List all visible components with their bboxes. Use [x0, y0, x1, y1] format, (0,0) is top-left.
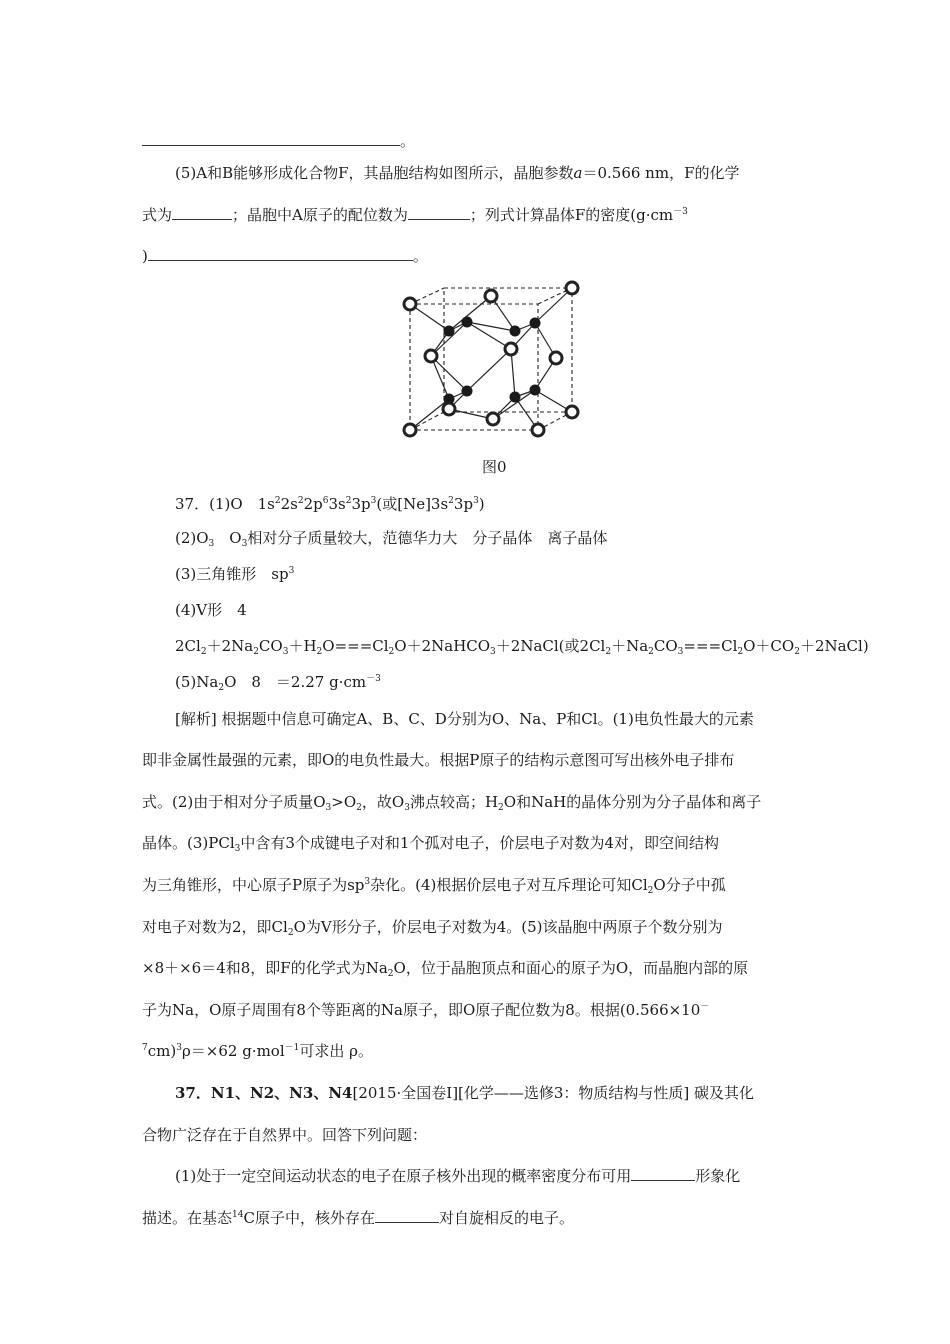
question-5-line-3: ) 。: [142, 247, 428, 265]
answer-2: $(2)O_3$ $O_3$相对分子质量较大，范德华力大 分子晶体 离子晶体: [175, 529, 608, 549]
explanation-line-1: [解析] 根据题中信息可确定A、B、C、D分别为O、Na、P和Cl。(1)电负性最大的元素: [175, 710, 754, 728]
explanation-line-8: 子为Na，O原子周围有8个等距离的Na原子，即O原子配位数为8。根据(0.566×10－: [142, 1001, 710, 1019]
answer-4: (4)V形 4: [175, 601, 247, 619]
explanation-line-6: 对电子对数为2，即$Cl_2O$为V形分子，价层电子对数为4。(5)该晶胞中两原子个数分别为: [142, 918, 723, 938]
answer-blank: [142, 131, 400, 146]
crystal-cell-figure: [398, 276, 588, 441]
answer-line-top: 。: [142, 131, 822, 151]
question-37-line-2: 合物广泛存在于自然界中。回答下列问题：: [142, 1126, 428, 1144]
figure-caption: 图0: [482, 458, 507, 476]
answer-equation: $2Cl_2+2Na_2CO_3+H_2O===Cl_2O+2NaHCO_3+2NaCl$(或$2Cl_2+Na_2CO_3===Cl_2O+CO_2+2NaCl$): [175, 637, 869, 657]
question-37-part-1-cont: 描述。在基态$^{14}$C原子中，核外存在 对自旋相反的电子。: [142, 1209, 574, 1227]
question-5-line-1: (5)A和B能够形成化合物F，其晶胞结构如图所示，晶胞参数a＝0.566 nm，F的化学: [175, 164, 740, 182]
answer-5: $(5)Na_2O$ 8 ＝2.27 $g\cdot cm^{-3}$: [175, 673, 381, 693]
explanation-line-7: ×8＋×6＝4和8，即F的化学式为$Na_2O$，位于晶胞顶点和面心的原子为O，而晶胞内部的原: [142, 959, 749, 979]
explanation-line-4: 晶体。(3)PCl$_3$中含有3个成键电子对和1个孤对电子，价层电子对数为4对，即空间结构: [142, 834, 719, 854]
question-37-part-1: (1)处于一定空间运动状态的电子在原子核外出现的概率密度分布可用 形象化: [175, 1167, 741, 1185]
question-5-line-2: 式为 ；晶胞中A原子的配位数为 ；列式计算晶体F的密度($g\cdot cm^{-3}$: [142, 206, 688, 224]
explanation-line-9: $^7$cm)$^3$ρ＝×62 g·mol$^{-1}$可求出 ρ。: [142, 1042, 373, 1060]
answer-1: 37．(1)O $1s^22s^22p^63s^23p^3$(或$[Ne]3s^23p^3$): [175, 495, 485, 513]
explanation-line-3: 式。(2)由于相对分子质量$O_3>O_2$，故$O_3$沸点较高；$H_2O$和NaH的晶体分别为分子晶体和离子: [142, 793, 762, 813]
answer-3: (3)三角锥形 $sp^3$: [175, 565, 295, 583]
explanation-line-5: 为三角锥形，中心原子P原子为$sp^3$杂化。(4)根据价层电子对互斥理论可知$Cl_2O$分子中孤: [142, 876, 726, 896]
explanation-line-2: 即非金属性最强的元素，即O的电负性最大。根据P原子的结构示意图可写出核外电子排布: [142, 751, 735, 769]
question-37-header: 37．N1、N2、N3、N4[2015·全国卷Ⅰ][化学——选修3：物质结构与性质] 碳及其化: [175, 1084, 755, 1102]
